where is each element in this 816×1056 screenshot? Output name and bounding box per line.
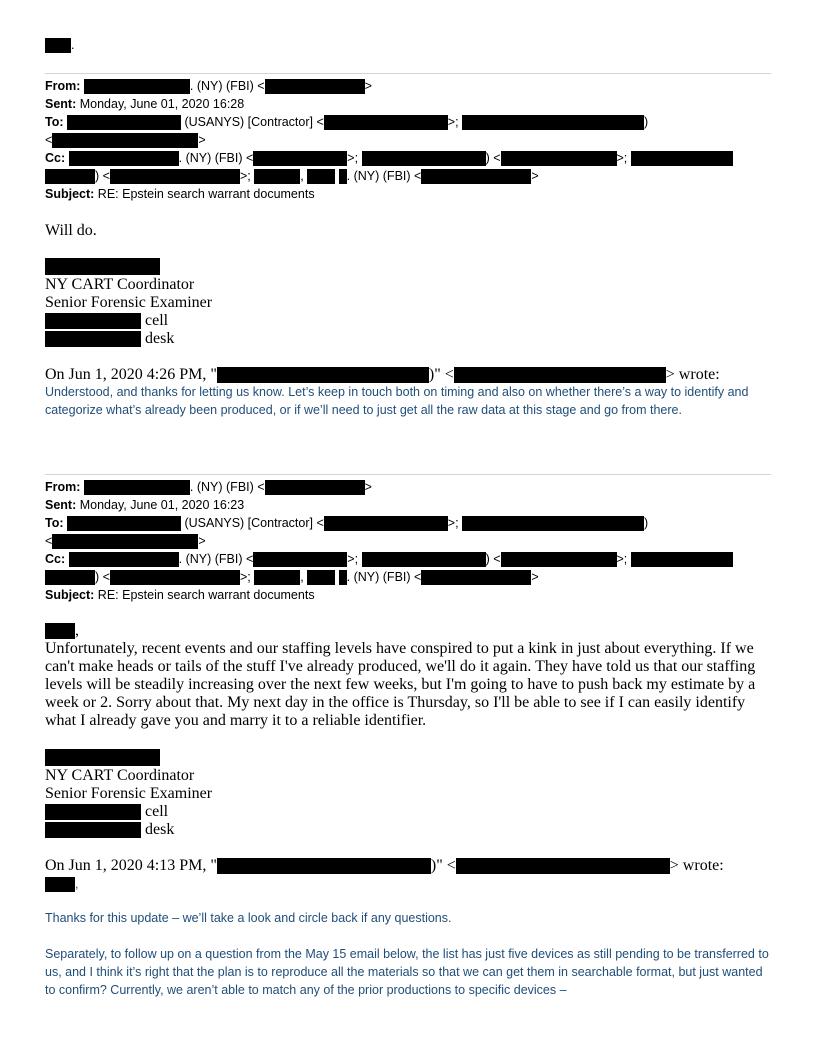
signature-desk: desk [45,330,174,348]
email2-to-line2: < > [45,534,206,548]
signature-title: NY CART Coordinator [45,767,195,784]
redaction [421,169,531,184]
quote2-para2: Separately, to follow up on a question from the May 15 email below, the list has just five devices as still pending to be transferred to us, and I think it’s right that the plan is to reproduce all the materials so that we can get them in searchable format, but just wanted to confirm? Currently, we aren’t able to match any of the prior productions to specific devices – [45,947,769,997]
email2-to: To: (USANYS) [Contractor] < >; ) [45,516,649,530]
redaction [265,79,365,94]
redaction [69,552,179,567]
email2-greeting: , [45,622,79,640]
redaction [339,169,347,184]
email2-sent: Sent: Monday, June 01, 2020 16:23 [45,498,245,512]
signature-subtitle: Senior Forensic Examiner [45,785,213,802]
signature-cell: cell [45,312,168,330]
email1-cc-line2: ) < >; , . (NY) (FBI) < > [45,167,539,185]
redaction [45,570,95,585]
redaction [456,858,670,874]
signature-desk: desk [45,821,174,839]
redaction [501,552,617,567]
email2-cc: Cc: . (NY) (FBI) < >; ) < >; [45,550,733,568]
redaction [631,151,733,166]
redaction [84,79,190,94]
redaction [45,313,141,329]
redaction [110,570,240,585]
email1-to: To: (USANYS) [Contractor] < >; ) [45,115,649,129]
redaction [265,480,365,495]
redaction [217,367,429,383]
redaction [324,115,448,130]
quote1-header: On Jun 1, 2020 4:26 PM, " )" < > wrote: [45,366,720,383]
redaction [454,367,666,383]
redaction [45,258,160,275]
redaction [501,151,617,166]
redaction [462,115,644,130]
redaction [52,133,198,148]
redaction [362,552,486,567]
signature-name [45,749,160,766]
redaction [324,516,448,531]
redaction [45,38,71,53]
redaction [45,749,160,766]
redaction [45,623,75,639]
redaction [110,169,240,184]
redaction [45,822,141,838]
separator [45,474,771,475]
redaction [339,570,347,585]
redaction [362,151,486,166]
redaction [217,858,431,874]
quote2-greeting: , [45,875,78,893]
quote2-para1: Thanks for this update – we’ll take a look and circle back if any questions. [45,911,452,925]
redaction [67,115,181,130]
email1-body: Will do. [45,222,97,239]
redaction [52,534,198,549]
redaction [45,169,95,184]
redaction [84,480,190,495]
redaction [307,169,335,184]
email1-cc: Cc: . (NY) (FBI) < >; ) < >; [45,149,733,167]
top-greeting: . [45,36,74,54]
email2-from: From: . (NY) (FBI) < > [45,480,372,494]
separator [45,73,771,74]
email1-from: From: . (NY) (FBI) < > [45,79,372,93]
email1-sent: Sent: Monday, June 01, 2020 16:28 [45,97,245,111]
quote2-header: On Jun 1, 2020 4:13 PM, " )" < > wrote: [45,857,724,874]
redaction [253,151,347,166]
redaction [631,552,733,567]
quote1-text: Understood, and thanks for letting us know. Let’s keep in touch both on timing and also on whether there’s a way to identify and categorize what’s already been produced, or if we’ll need to just get all the raw data at this stage and go from there. [45,385,749,417]
signature-name [45,258,160,275]
signature-cell: cell [45,803,168,821]
signature-title: NY CART Coordinator [45,276,195,293]
redaction [67,516,181,531]
redaction [45,804,141,820]
signature-subtitle: Senior Forensic Examiner [45,294,213,311]
email1-subject: Subject: RE: Epstein search warrant documents [45,187,315,201]
redaction [45,331,141,347]
email2-cc-line2: ) < >; , . (NY) (FBI) < > [45,568,539,586]
redaction [254,169,300,184]
redaction [307,570,335,585]
redaction [421,570,531,585]
redaction [254,570,300,585]
email1-to-line2: < > [45,133,206,147]
email2-body: Unfortunately, recent events and our staffing levels have conspired to put a kink in just about everything. If we can't make heads or tails of the stuff I've already produced, we'll do it again. They have told us that our staffing levels will be steadily increasing over the next few weeks, but I'm going to have to push back my estimate by a week or 2. Sorry about that. My next day in the office is Thursday, so I'll be able to see if I can easily identify what I already gave you and marry it to a reliable identifier. [45,640,756,729]
redaction [462,516,644,531]
email2-subject: Subject: RE: Epstein search warrant documents [45,588,315,602]
redaction [69,151,179,166]
redaction [253,552,347,567]
redaction [45,877,75,892]
